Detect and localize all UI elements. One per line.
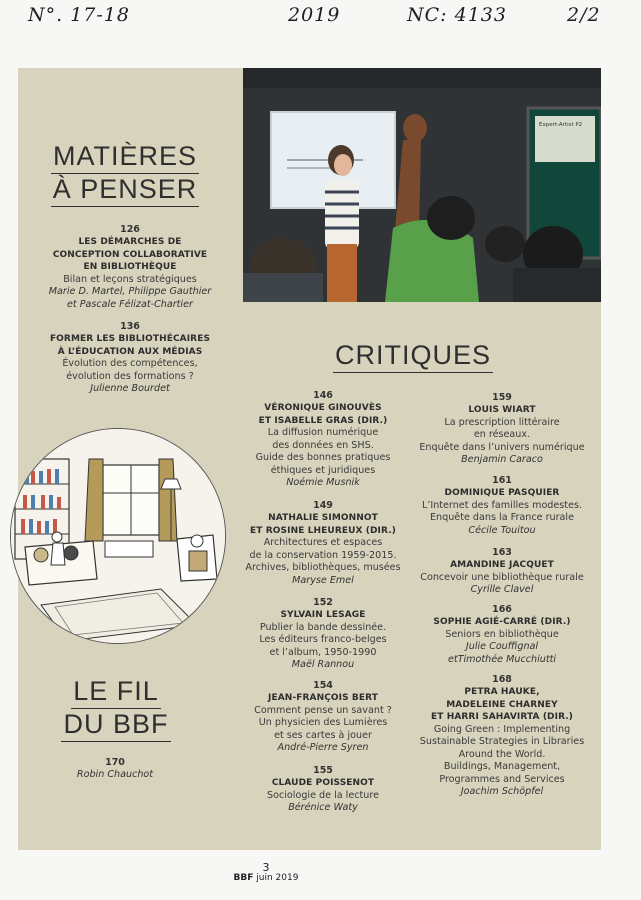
matieres-entry [24, 224, 236, 311]
review-author: Noémie Musnik [286, 477, 360, 488]
book-author: DOMINIQUE PASQUIER [444, 488, 560, 498]
section-title-critiques-line: CRITIQUES [333, 340, 493, 373]
handwritten-nc: NC: 4133 [407, 4, 507, 26]
article-author: Julienne Bourdet [90, 383, 170, 394]
book-author: SYLVAIN LESAGE [280, 610, 366, 620]
library-illustration [10, 428, 226, 644]
handwritten-year: 2019 [288, 4, 341, 26]
book-title: Enquête dans la France rurale [430, 512, 574, 523]
book-title: et ses cartes à jouer [274, 729, 372, 741]
article-title: CONCEPTION COLLABORATIVE [52, 249, 208, 260]
page-number: 166 [492, 604, 512, 615]
page-number: 168 [492, 674, 512, 685]
book-title: Publier la bande dessinée. [259, 621, 387, 633]
section-title-matieres-line2: À PENSER [51, 174, 200, 207]
book-title: Archives, bibliothèques, musées [245, 562, 401, 573]
book-title: Sustainable Strategies in Libraries [419, 736, 585, 747]
book-title: Enquête dans l’univers numérique [419, 441, 585, 453]
book-author: AMANDINE JACQUET [450, 560, 554, 570]
page-footer [216, 862, 316, 884]
review-author: André-Pierre Syren [277, 742, 369, 753]
book-title: Un physicien des Lumières [258, 717, 388, 728]
folio: 3 [262, 861, 270, 874]
review-author: Bérénice Waty [288, 802, 358, 813]
classroom-photo [243, 68, 601, 302]
page-number: 170 [105, 757, 125, 768]
book-title: L’Internet des familles modestes. [421, 499, 583, 511]
page-number: 154 [313, 680, 333, 691]
critique-entry [238, 765, 408, 815]
book-author: ET HARRI SAHAVIRTA (DIR.) [430, 712, 574, 722]
review-author: Cécile Touitou [468, 524, 536, 536]
review-author: etTimothée Mucchiutti [447, 653, 557, 665]
book-author: MADELEINE CHARNEY [446, 699, 558, 710]
critique-entry [238, 680, 408, 755]
review-author: Cyrille Clavel [470, 584, 534, 595]
article-author: et Pascale Félizat-Chartier [67, 298, 193, 310]
book-title: éthiques et juridiques [270, 464, 376, 476]
book-title: des données en SHS. [272, 439, 374, 451]
book-title: Les éditeurs franco-belges [259, 634, 387, 645]
book-title: Sociologie de la lecture [267, 789, 379, 801]
critique-entry [238, 500, 408, 587]
book-title: en réseaux. [473, 429, 531, 440]
book-author: NATHALIE SIMONNOT [268, 513, 378, 523]
article-title: LES DÉMARCHES DE [78, 237, 182, 247]
page-number: 155 [313, 765, 333, 776]
book-title: Comment pense un savant ? [254, 704, 392, 716]
page-number: 149 [313, 500, 333, 511]
page-number: 146 [313, 390, 333, 401]
section-title-fil-line2: DU BBF [61, 709, 170, 742]
book-title: La prescription littéraire [444, 416, 560, 428]
critique-entry [412, 475, 592, 537]
book-author: JEAN-FRANÇOIS BERT [268, 693, 378, 703]
issue-date: juin 2019 [256, 873, 299, 883]
handwritten-fraction: 2/2 [567, 4, 601, 26]
article-subtitle: évolution des formations ? [66, 370, 194, 382]
section-title-fil [46, 676, 186, 742]
page-number: 161 [492, 475, 512, 486]
page-number: 152 [313, 597, 333, 608]
issue-line [216, 873, 316, 884]
review-author: Joachim Schöpfel [460, 786, 544, 797]
section-title-matieres [40, 141, 210, 207]
article-subtitle: Évolution des compétences, [62, 358, 198, 369]
book-author: VÉRONIQUE GINOUVÈS [264, 403, 382, 413]
book-title: Guide des bonnes pratiques [255, 452, 391, 463]
fil-entry [40, 757, 190, 782]
review-author: Maël Rannou [291, 659, 355, 670]
critique-entry [412, 392, 592, 467]
book-author: ET ISABELLE GRAS (DIR.) [258, 415, 388, 426]
brand-name: BBF [233, 873, 254, 883]
matieres-entry [24, 321, 236, 396]
page-number: 159 [492, 392, 512, 403]
library-illustration-image [11, 429, 226, 644]
article-author: Robin Chauchot [76, 769, 154, 780]
page-number: 126 [120, 224, 140, 235]
book-title: Seniors en bibliothèque [445, 628, 559, 640]
section-title-critiques [318, 340, 508, 373]
handwritten-number: N°. 17-18 [28, 4, 130, 26]
article-title: À L’ÉDUCATION AUX MÉDIAS [57, 346, 203, 357]
critique-entry [412, 547, 592, 597]
book-title: La diffusion numérique [267, 427, 379, 438]
review-author: Benjamin Caraco [461, 454, 543, 465]
article-author: Marie D. Martel, Philippe Gauthier [48, 286, 212, 297]
book-author: PETRA HAUKE, [464, 687, 540, 697]
critique-entry [238, 390, 408, 490]
screen-heading: Expert-Artist P2 [539, 122, 583, 128]
review-author: Maryse Emel [292, 574, 354, 586]
section-title-fil-line1: LE FIL [71, 676, 161, 709]
classroom-photo-image [243, 68, 601, 302]
book-author: LOUIS WIART [468, 405, 536, 415]
book-title: et l’album, 1950-1990 [269, 646, 377, 658]
book-title: Buildings, Management, [443, 761, 561, 772]
article-title: EN BIBLIOTHÈQUE [83, 262, 177, 272]
book-title: de la conservation 1959-2015. [249, 549, 397, 561]
review-author: Julie Couffignal [465, 641, 539, 652]
page-number: 163 [492, 547, 512, 558]
section-title-matieres-line1: MATIÈRES [51, 141, 199, 174]
book-title: Around the World. [458, 748, 546, 760]
book-title: Concevoir une bibliothèque rurale [420, 571, 584, 583]
book-title: Architectures et espaces [263, 537, 383, 548]
book-author: CLAUDE POISSENOT [271, 778, 375, 788]
critique-entry [238, 597, 408, 672]
book-author: ET ROSINE LHEUREUX (DIR.) [250, 525, 396, 536]
book-title: Programmes and Services [439, 773, 565, 785]
book-title: Going Green : Implementing [433, 723, 571, 735]
critique-entry [406, 674, 598, 799]
critique-entry [412, 604, 592, 666]
book-author: SOPHIE AGIÉ-CARRÉ (DIR.) [433, 617, 571, 627]
article-subtitle: Bilan et leçons stratégiques [63, 273, 197, 285]
page-number: 136 [120, 321, 140, 332]
article-title: FORMER LES BIBLIOTHÉCAIRES [49, 334, 211, 344]
